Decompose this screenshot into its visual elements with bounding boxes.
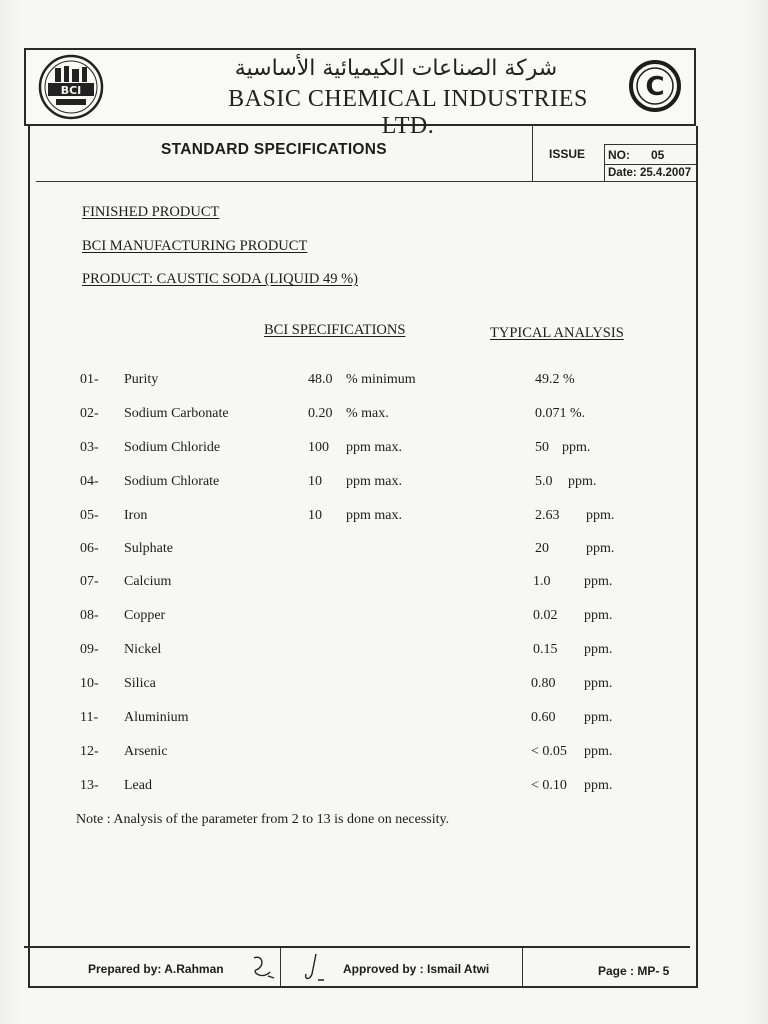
- spec-unit: ppm max.: [346, 474, 402, 489]
- approved-by: Approved by : Ismail Atwi: [343, 962, 490, 976]
- spec-value: 0.20: [308, 406, 333, 421]
- typical-value: 5.0: [535, 474, 553, 489]
- bci-specifications-header: BCI SPECIFICATIONS: [264, 322, 406, 338]
- footer-divider: [522, 948, 523, 986]
- row-number: 05-: [80, 508, 99, 523]
- parameter-name: Lead: [124, 778, 152, 793]
- parameter-name: Copper: [124, 608, 166, 623]
- product-name: PRODUCT: CAUSTIC SODA (LIQUID 49 %): [82, 271, 358, 287]
- footer: [24, 946, 690, 986]
- typical-unit: ppm.: [584, 710, 613, 725]
- company-name: BASIC CHEMICAL INDUSTRIES LTD.: [228, 86, 588, 139]
- company-name-arabic: شركة الصناعات الكيميائية الأساسية: [234, 56, 558, 81]
- row-number: 01-: [80, 372, 99, 387]
- spec-row: [0, 541, 768, 565]
- approver-signature-icon: [298, 952, 328, 986]
- row-number: 06-: [80, 541, 99, 556]
- spec-unit: % minimum: [346, 372, 416, 387]
- typical-value: < 0.05: [531, 744, 567, 759]
- issue-cell: [532, 126, 604, 182]
- row-number: 12-: [80, 744, 99, 759]
- typical-value: 0.60: [531, 710, 556, 725]
- typical-value: 50: [535, 440, 549, 455]
- parameter-name: Calcium: [124, 574, 172, 589]
- parameter-name: Aluminium: [124, 710, 189, 725]
- typical-analysis-header: TYPICAL ANALYSIS: [490, 325, 624, 341]
- prepared-by: Prepared by: A.Rahman: [88, 962, 224, 976]
- spec-row: [0, 508, 768, 532]
- typical-unit: ppm.: [584, 676, 613, 691]
- preparer-signature-icon: [248, 952, 278, 984]
- spec-row: [0, 372, 768, 396]
- parameter-name: Sulphate: [124, 541, 173, 556]
- typical-value: 0.80: [531, 676, 556, 691]
- parameter-name: Purity: [124, 372, 159, 387]
- spec-row: [0, 440, 768, 464]
- c-mark-text: C: [645, 72, 665, 102]
- typical-unit: ppm.: [584, 608, 613, 623]
- typical-unit: ppm.: [562, 440, 591, 455]
- row-number: 07-: [80, 574, 99, 589]
- footer-divider: [280, 948, 281, 986]
- row-number: 08-: [80, 608, 99, 623]
- manufacturing-product-label: BCI MANUFACTURING PRODUCT: [82, 238, 308, 254]
- logo-text: BCI: [60, 84, 82, 97]
- row-number: 11-: [80, 710, 99, 725]
- typical-value: < 0.10: [531, 778, 567, 793]
- spec-unit: % max.: [346, 406, 389, 421]
- finished-product-label: FINISHED PRODUCT: [82, 204, 220, 220]
- row-number: 04-: [80, 474, 99, 489]
- spec-row: [0, 676, 768, 700]
- issue-number-label: NO:: [608, 148, 630, 162]
- typical-unit: ppm.: [568, 474, 597, 489]
- typical-value: 2.63: [535, 508, 560, 523]
- typical-unit: ppm.: [584, 744, 613, 759]
- parameter-name: Sodium Carbonate: [124, 406, 229, 421]
- page-number: Page : MP- 5: [598, 964, 670, 978]
- typical-value: 0.071 %.: [535, 406, 586, 421]
- parameter-name: Nickel: [124, 642, 162, 657]
- issue-number-cell: [604, 144, 698, 164]
- spec-row: [0, 710, 768, 734]
- title-row: [36, 126, 698, 182]
- spec-row: [0, 642, 768, 666]
- row-number: 09-: [80, 642, 99, 657]
- spec-row: [0, 744, 768, 768]
- parameter-name: Arsenic: [124, 744, 168, 759]
- document-title: STANDARD SPECIFICATIONS: [161, 141, 387, 158]
- typical-value: 49.2 %: [535, 372, 575, 387]
- spec-row: [0, 608, 768, 632]
- spec-value: 48.0: [308, 372, 333, 387]
- issue-number-value: 05: [651, 148, 665, 162]
- typical-unit: ppm.: [584, 642, 613, 657]
- issue-date-cell: [604, 164, 698, 182]
- row-number: 10-: [80, 676, 99, 691]
- parameter-name: Sodium Chlorate: [124, 474, 220, 489]
- letterhead: [24, 48, 696, 139]
- parameter-name: Silica: [124, 676, 156, 691]
- spec-row: [0, 474, 768, 498]
- spec-value: 100: [308, 440, 329, 455]
- row-number: 02-: [80, 406, 99, 421]
- typical-value: 20: [535, 541, 549, 556]
- typical-unit: ppm.: [586, 508, 615, 523]
- copyright-c-icon: [628, 59, 682, 113]
- issue-date: Date: 25.4.2007: [608, 167, 692, 179]
- spec-row: [0, 574, 768, 598]
- bci-logo-icon: [38, 54, 104, 120]
- issue-label: ISSUE: [549, 147, 586, 161]
- parameter-name: Iron: [124, 508, 148, 523]
- spec-value: 10: [308, 508, 322, 523]
- typical-value: 1.0: [533, 574, 551, 589]
- typical-unit: ppm.: [584, 574, 613, 589]
- spec-row: [0, 406, 768, 430]
- spec-value: 10: [308, 474, 322, 489]
- spec-unit: ppm max.: [346, 508, 402, 523]
- row-number: 13-: [80, 778, 99, 793]
- typical-value: 0.15: [533, 642, 558, 657]
- row-number: 03-: [80, 440, 99, 455]
- typical-unit: ppm.: [586, 541, 615, 556]
- spec-unit: ppm max.: [346, 440, 402, 455]
- note: Note : Analysis of the parameter from 2 to 13 is done on necessity.: [76, 812, 450, 827]
- typical-unit: ppm.: [584, 778, 613, 793]
- spec-row: [0, 778, 768, 802]
- typical-value: 0.02: [533, 608, 558, 623]
- parameter-name: Sodium Chloride: [124, 440, 221, 455]
